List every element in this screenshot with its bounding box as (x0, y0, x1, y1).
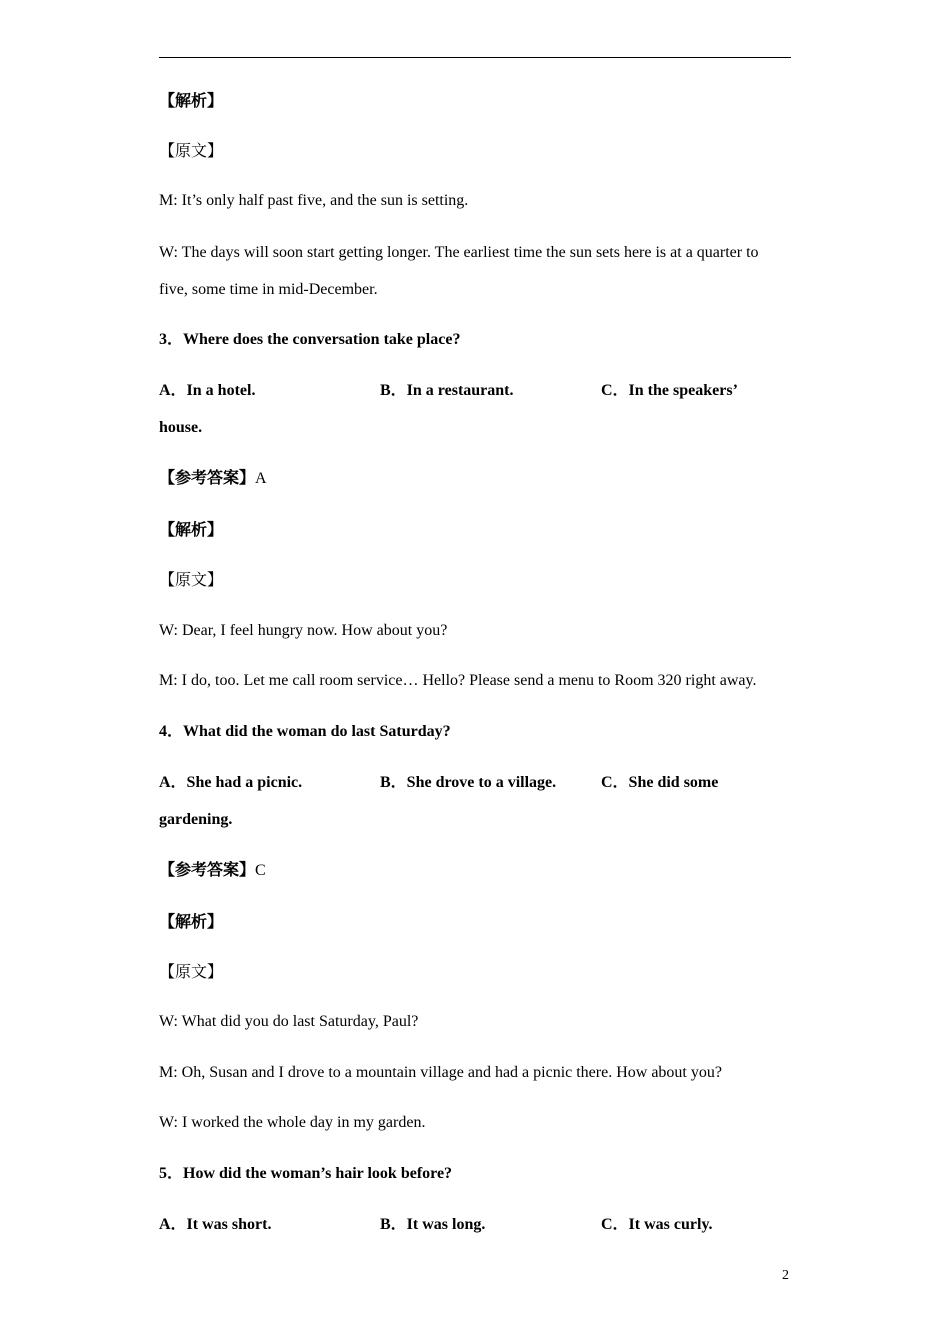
q3-option-a: A．In a hotel. (159, 382, 256, 399)
q4-option-a: A．She had a picnic. (159, 774, 303, 791)
transcript-line: W: Dear, I feel hungry now. How about you? (159, 622, 448, 639)
q3-option-b: B．In a restaurant. (380, 382, 514, 399)
original-heading: 【原文】 (159, 143, 224, 160)
q5-option-b: B．It was long. (380, 1216, 486, 1233)
q4-answer (159, 861, 266, 881)
q4-option-c: C．She did some (601, 774, 719, 791)
q3-option-c: C．In the speakers’ (601, 382, 738, 399)
q3-answer (159, 469, 267, 489)
transcript-line: M: I do, too. Let me call room service… Hello? Please send a menu to Room 320 right away. (159, 672, 757, 689)
q3-option-c-continued: house. (159, 419, 203, 436)
transcript-line: W: What did you do last Saturday, Paul? (159, 1013, 419, 1030)
analysis-heading: 【解析】 (159, 914, 224, 931)
original-heading: 【原文】 (159, 572, 224, 589)
header-rule (159, 57, 791, 58)
question-3: 3．Where does the conversation take place? (159, 331, 461, 348)
transcript-line: W: I worked the whole day in my garden. (159, 1114, 426, 1131)
answer-value: C (255, 862, 266, 879)
q5-option-c: C．It was curly. (601, 1216, 713, 1233)
transcript-line: M: It’s only half past five, and the sun is setting. (159, 192, 469, 209)
original-heading: 【原文】 (159, 964, 224, 981)
answer-label: 【参考答案】 (159, 862, 256, 879)
analysis-heading: 【解析】 (159, 93, 224, 110)
question-5: 5．How did the woman’s hair look before? (159, 1165, 453, 1182)
analysis-heading: 【解析】 (159, 522, 224, 539)
q4-option-c-continued: gardening. (159, 811, 233, 828)
page-number: 2 (782, 1268, 789, 1283)
answer-label: 【参考答案】 (159, 470, 256, 487)
q4-option-b: B．She drove to a village. (380, 774, 557, 791)
answer-value: A (255, 470, 267, 487)
question-4: 4．What did the woman do last Saturday? (159, 723, 451, 740)
transcript-line: W: The days will soon start getting longer. The earliest time the sun sets here is at a quarter to five, some time in mid-December. (159, 244, 759, 298)
transcript-line: M: Oh, Susan and I drove to a mountain village and had a picnic there. How about you? (159, 1064, 722, 1081)
q5-option-a: A．It was short. (159, 1216, 272, 1233)
